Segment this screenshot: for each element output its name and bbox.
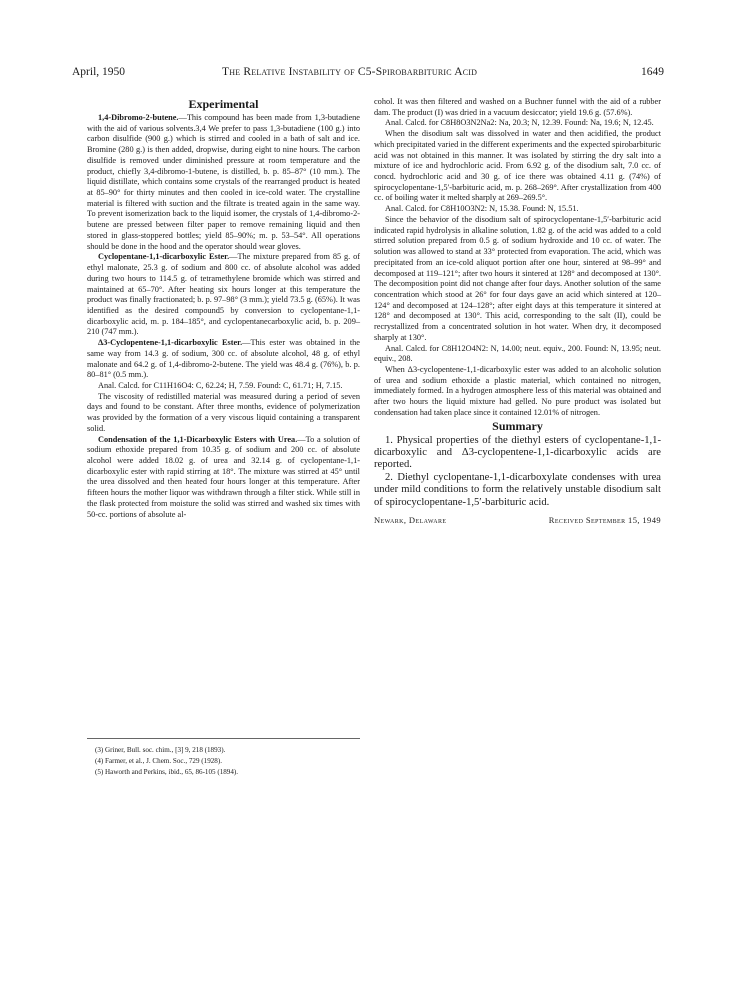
footnote-3: (3) Griner, Bull. soc. chim., [3] 9, 218 (1893).: [95, 746, 226, 754]
section-heading-experimental: Experimental: [188, 97, 259, 111]
footnotes: [87, 738, 360, 779]
paragraph-analysis-ester: Anal. Calcd. for C11H16O4: C, 62.24; H, 7.59. Found: C, 61.71; H, 7.15.: [98, 380, 343, 390]
paragraph-analysis-hydrolysis: Anal. Calcd. for C8H12O4N2: N, 14.00; neut. equiv., 200. Found: N, 13.95; neut. equiv., 208.: [374, 343, 661, 364]
affiliation-location: Newark, Delaware: [374, 515, 447, 525]
run-in-title: Δ3-Cyclopentene-1,1-dicarboxylic Ester.: [98, 338, 243, 348]
run-in-title: Condensation of the 1,1-Dicarboxylic Esters with Urea.: [98, 434, 298, 444]
summary-item-1: 1. Physical properties of the diethyl esters of cyclopentane-1,1-dicarboxylic and Δ3-cyclopentene-1,1-dicarboxylic acids are reported.: [374, 434, 661, 471]
summary: [374, 435, 661, 509]
left-column: [87, 97, 360, 520]
paragraph-dibromobutene: [87, 113, 360, 252]
paragraph-acidification: When the disodium salt was dissolved in water and then acidified, the product which precipitated varied in the different experiments and the expected spirobarbituric acid was not obtained in this manner. It was isolated by stirring the dry salt into a mixture of ice and hydrochloric acid. From 6.92 g. of the disodium salt, 7.0 cc. of concd. hydrochloric acid and 30 g. of ice there was obtained 4.11 g. (74%) of spirocyclopentane-1,5′-barbituric acid, m. p. 268–269°. After crystallization from 400 cc. of boiling water it melted sharply at 269–269.5°.: [374, 129, 661, 203]
paragraph-viscosity: The viscosity of redistilled material was measured during a period of seven days and found to be constant. After three months, evidence of polymerization was provided by the formation of a very viscous liquid containing a transparent solid.: [87, 391, 360, 433]
page-number: 1649: [641, 66, 664, 78]
paragraph-cyclopentane-ester: [87, 252, 360, 338]
paragraph-analysis-acid: Anal. Calcd. for C8H10O3N2: N, 15.38. Found: N, 15.51.: [385, 204, 579, 214]
paragraph-body: —The mixture prepared from 85 g. of ethyl malonate, 25.3 g. of sodium and 800 cc. of absolute alcohol was added during two hours to 114.5 g. of tetramethylene bromide which was stirred and maintained at 65–70°. After heating six hours longer at this temperature the product was finally fractionated; b. p. 97–98° (3 mm.); yield 73.5 g. (65%). It was identified as the desired compound5 by conversion to cyclopentane-1,1-dicarboxylic acid, m. p. 184–185°, and cyclopentanecarboxylic acid, b. p. 209–210 (747 mm.).: [87, 252, 361, 337]
paragraph-body: —This compound has been made from 1,3-butadiene with the aid of various solvents.3,4 We prefer to pass 1,3-butadiene (100 g.) into carbon disulfide (900 g.) which is stirred and cooled in a bath of salt and ice. Bromine (280 g.) is then added, dropwise, during eight to nine hours. The carbon disulfide is removed under diminished pressure at room temperature and the product, chiefly 3,4-dibromo-1-butene, is distilled, b. p. 85–87° (10 mm.). The liquid distillate, which contains some crystals of the rearranged product is heated at 85–90° for thirty minutes and then cooled in ice-cold water. The crystalline material is filtered with suction and the filtrate is treated again in the same way. To prevent isomerization back to the liquid isomer, the crystals of 1,4-dibromo-2-butene are pressed between filter paper to remove remaining liquid and then stored in glass-stoppered bottles; yield 85–90%; m. p. 53–54°. All operations should be done in the hood and the operator should wear gloves.: [87, 113, 360, 251]
footnote-4: (4) Farmer, et al., J. Chem. Soc., 729 (1928).: [95, 757, 222, 766]
paragraph-cyclopentene-ester: [87, 338, 360, 381]
page-header: [72, 64, 664, 80]
signature-line: [374, 515, 661, 526]
paragraph-hydrolysis: Since the behavior of the disodium salt of spirocyclopentane-1,5′-barbituric acid indicated rapid hydrolysis in alkaline solution, 1.82 g. of the acid was added to a cold stirred solution prepared from 0.5 g. of sodium hydroxide and 10 cc. of water. The solution was allowed to stand at 33° protected from evaporation. The acid, which was precipitated from an ice-cold aliquot portion after one hour, sintered at 98–99° and decomposed at 119–121°; after two hours it sintered at 128° and decomposed at 130°. The decomposition point did not change after four days. Another solution of the same concentration which stood at 26° for four days gave an acid which sintered at 120–124° and decomposed at 124–128°; after eight days at this temperature it sintered at 128° and decomposed at 130°. This acid, corresponding to the salt (II), could be recrystallized from a concentrated solution in hot water. When dry, it decomposed sharply at 130°.: [374, 214, 661, 342]
paragraph-continuation: cohol. It was then filtered and washed on a Buchner funnel with the aid of a rubber dam. The product (I) was dried in a vacuum desiccator; yield 19.6 g. (57.6%).: [374, 97, 661, 117]
received-date: Received September 15, 1949: [548, 515, 661, 525]
paragraph-cyclopentene-urea: When Δ3-cyclopentene-1,1-dicarboxylic ester was added to an alcoholic solution of urea and sodium ethoxide a plastic material, which contained no nitrogen, immediately formed. In a hydrogen atmosphere less of this material was obtained and after two hours the liquid mixture had gelled. No pure product was isolated but condensation had taken place since it contained 12.01% of nitrogen.: [374, 364, 661, 417]
running-title: The Relative Instability of C5-Spirobarbituric Acid: [222, 66, 478, 78]
run-in-title: Cyclopentane-1,1-dicarboxylic Ester.: [98, 252, 230, 262]
paragraph-body: —This ester was obtained in the same way from 14.3 g. of sodium, 300 cc. of absolute alcohol, 48 g. of ethyl malonate and 64.2 g. of 1,4-dibromo-2-butene. The yield was 48.4 g. (76%), b. p. 80–81° (0.5 mm.).: [87, 338, 360, 380]
section-heading-summary: Summary: [492, 418, 543, 433]
footnote-5: (5) Haworth and Perkins, ibid., 65, 86-105 (1894).: [95, 768, 239, 777]
paragraph-body: —To a solution of sodium ethoxide prepared from 10.35 g. of sodium and 200 cc. of absolute alcohol were added 18.02 g. of urea and 32.14 g. of cyclopentane-1,1-dicarboxylic ester with rapid stirring at 18°. The mixture was stirred at 45° until the urea dissolved and then heated four hours longer at this temperature. After fifteen hours the mother liquor was withdrawn through a filter stick. While still in the flask protected from moisture the solid was stirred and washed six times with 50-cc. portions of absolute al-: [87, 434, 360, 519]
summary-item-2: 2. Diethyl cyclopentane-1,1-dicarboxylate condenses with urea under mild conditions to form the relatively unstable disodium salt of spirocyclopentane-1,5′-barbituric acid.: [374, 471, 661, 508]
paragraph-condensation: [87, 435, 360, 521]
run-in-title: 1,4-Dibromo-2-butene.: [98, 113, 179, 122]
right-column: [374, 97, 661, 526]
paragraph-analysis-salt: Anal. Calcd. for C8H8O3N2Na2: Na, 20.3; N, 12.39. Found: Na, 19.6; N, 12.45.: [385, 118, 654, 128]
header-date: April, 1950: [72, 66, 126, 78]
